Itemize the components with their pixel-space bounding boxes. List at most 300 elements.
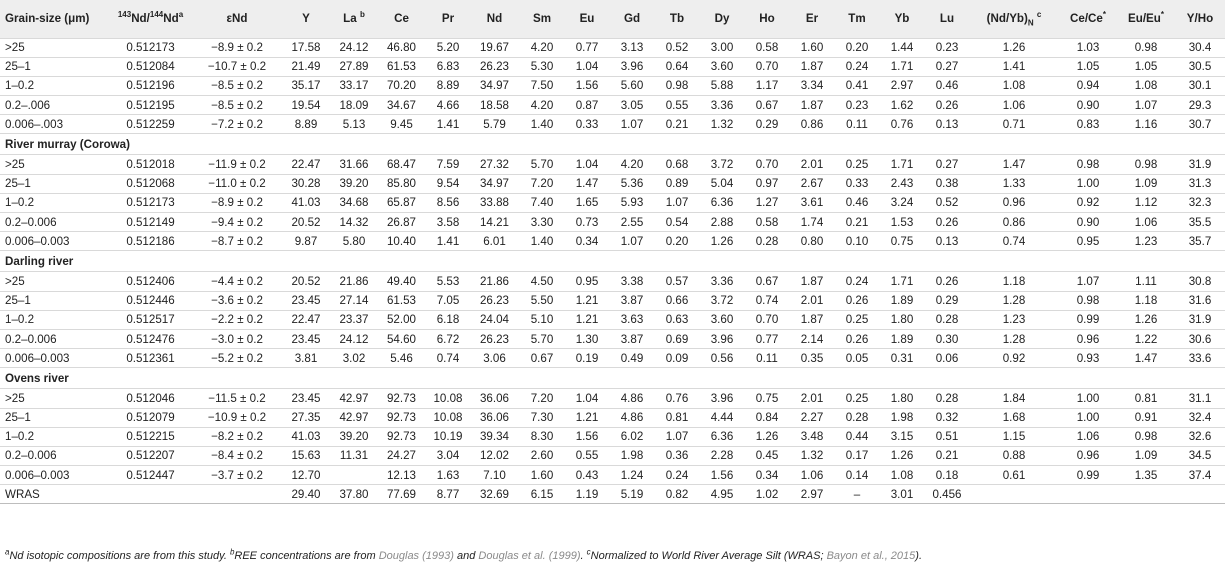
table-cell: 1.16: [1134, 117, 1158, 131]
table-cell: 1.41: [1002, 60, 1026, 74]
table-cell: 0.71: [1002, 117, 1026, 131]
table-cell: 0.512446: [126, 294, 175, 308]
table-cell: 20.52: [291, 215, 321, 229]
table-cell: 35.17: [291, 79, 321, 93]
table-cell: −11.9 ± 0.2: [208, 158, 266, 172]
table-cell: 1.53: [890, 215, 914, 229]
table-cell: 1.33: [1002, 177, 1026, 191]
table-row: [0, 310, 1225, 329]
table-cell: 27.32: [479, 158, 509, 172]
table-cell: 3.96: [620, 60, 644, 74]
footnote-c-mark: c: [586, 547, 591, 557]
table-cell: –: [853, 487, 861, 501]
table-cell: 0.24: [845, 274, 869, 288]
table-cell: 0.23: [935, 41, 959, 55]
table-cell: −8.5 ± 0.2: [211, 79, 263, 93]
table-cell: 5.10: [530, 313, 554, 327]
column-header-pre: Nd: [486, 12, 503, 26]
table-cell: 0.25: [845, 158, 869, 172]
table-cell: 24.12: [339, 332, 369, 346]
table-cell: −10.7 ± 0.2: [207, 60, 267, 74]
table-cell: 24.04: [479, 313, 509, 327]
table-cell: 6.72: [436, 332, 460, 346]
table-cell: −8.9 ± 0.2: [211, 196, 263, 210]
table-cell: 1.09: [1134, 449, 1158, 463]
table-row: [0, 329, 1225, 348]
table-cell: 0.74: [755, 294, 779, 308]
table-cell: 0.512207: [126, 449, 175, 463]
table-cell: 5.93: [620, 196, 644, 210]
row-label-cell: 25–1: [5, 60, 31, 74]
table-cell: 7.59: [436, 158, 460, 172]
table-cell: 18.58: [479, 98, 509, 112]
table-cell: 8.89: [294, 117, 318, 131]
table-cell: 5.13: [342, 117, 366, 131]
column-header-pre: Ho: [759, 12, 775, 26]
table-cell: 24.12: [339, 41, 369, 55]
table-cell: 1.26: [1134, 313, 1158, 327]
table-cell: 18.09: [339, 98, 369, 112]
table-cell: 1.15: [1002, 430, 1026, 444]
table-cell: 0.77: [575, 41, 599, 55]
table-cell: 1.32: [710, 117, 734, 131]
table-cell: 1.26: [755, 430, 779, 444]
table-cell: −8.9 ± 0.2: [211, 41, 263, 55]
table-cell: 61.53: [386, 294, 416, 308]
table-cell: 0.41: [845, 79, 869, 93]
table-cell: 1.60: [530, 468, 554, 482]
table-cell: 3.60: [710, 313, 734, 327]
table-cell: 2.55: [620, 215, 644, 229]
table-cell: 0.81: [1134, 391, 1158, 405]
column-header-sym: μ: [68, 12, 76, 26]
table-cell: 9.87: [294, 234, 318, 248]
table-cell: 1.47: [575, 177, 599, 191]
table-cell: −8.2 ± 0.2: [211, 430, 263, 444]
table-cell: 0.93: [1076, 351, 1100, 365]
table-cell: 1.56: [575, 79, 599, 93]
table-cell: 0.28: [755, 234, 779, 248]
table-cell: 0.512196: [126, 79, 175, 93]
column-header-post: Nd: [163, 12, 179, 26]
row-label-cell: >25: [5, 274, 25, 288]
table-cell: 30.8: [1188, 274, 1212, 288]
table-cell: 0.56: [710, 351, 734, 365]
table-cell: 2.01: [800, 294, 824, 308]
table-cell: 0.83: [1076, 117, 1100, 131]
table-cell: 1.44: [890, 41, 914, 55]
table-cell: −10.9 ± 0.2: [207, 411, 267, 425]
table-cell: 1.98: [620, 449, 644, 463]
table-cell: 0.14: [845, 468, 869, 482]
table-cell: 3.04: [436, 449, 460, 463]
table-cell: 2.01: [800, 391, 824, 405]
table-cell: 4.20: [530, 41, 554, 55]
table-cell: 0.89: [665, 177, 689, 191]
table-cell: 37.4: [1188, 468, 1212, 482]
table-cell: 22.47: [291, 158, 321, 172]
table-cell: 6.18: [436, 313, 460, 327]
table-cell: 0.52: [935, 196, 959, 210]
table-cell: 0.98: [1134, 41, 1158, 55]
row-label-cell: 1–0.2: [5, 196, 35, 210]
table-cell: 1.60: [800, 41, 824, 55]
table-cell: 4.66: [436, 98, 460, 112]
table-cell: 6.36: [710, 196, 734, 210]
table-cell: 0.70: [755, 158, 779, 172]
table-cell: 32.69: [479, 487, 509, 501]
table-cell: −7.2 ± 0.2: [211, 117, 263, 131]
table-cell: −8.5 ± 0.2: [211, 98, 263, 112]
table-cell: 26.23: [479, 60, 509, 74]
table-cell: 0.33: [845, 177, 869, 191]
table-cell: 0.24: [845, 60, 869, 74]
table-cell: 0.512215: [126, 430, 175, 444]
table-row: [0, 466, 1225, 485]
table-row: [0, 272, 1225, 291]
table-cell: 0.91: [1134, 411, 1158, 425]
table-cell: 0.23: [845, 98, 869, 112]
table-cell: 3.30: [530, 215, 554, 229]
table-cell: 0.74: [436, 351, 460, 365]
table-cell: 0.11: [756, 351, 778, 365]
table-cell: 0.512195: [126, 98, 175, 112]
table-cell: 0.74: [1002, 234, 1026, 248]
table-cell: 5.88: [710, 79, 734, 93]
column-header: [609, 0, 655, 38]
table-cell: 1.40: [530, 234, 554, 248]
table-cell: −4.4 ± 0.2: [211, 274, 263, 288]
table-cell: 0.512084: [126, 60, 175, 74]
table-cell: 1.47: [1002, 158, 1026, 172]
table-cell: 1.21: [575, 313, 599, 327]
table-cell: 5.80: [342, 234, 366, 248]
table-cell: 1.71: [890, 60, 914, 74]
table-cell: 0.31: [890, 351, 914, 365]
table-cell: 5.19: [620, 487, 644, 501]
section-header-row: [0, 251, 1225, 272]
table-cell: 0.35: [800, 351, 824, 365]
table-cell: 3.05: [620, 98, 644, 112]
column-header-mid: Nd/: [131, 12, 150, 26]
table-cell: 7.20: [530, 177, 554, 191]
table-cell: 2.01: [800, 158, 824, 172]
table-cell: 0.86: [1002, 215, 1026, 229]
table-cell: 1.63: [436, 468, 460, 482]
table-cell: 22.47: [291, 313, 321, 327]
table-cell: 1.18: [1002, 274, 1026, 288]
table-cell: 0.88: [1002, 449, 1026, 463]
table-cell: 31.1: [1188, 391, 1212, 405]
table-cell: 0.43: [575, 468, 599, 482]
table-cell: 0.70: [755, 313, 779, 327]
table-cell: 0.28: [935, 313, 959, 327]
table-cell: 3.60: [710, 60, 734, 74]
table-cell: 42.97: [339, 391, 369, 405]
table-cell: 1.06: [1076, 430, 1100, 444]
table-cell: 0.63: [665, 313, 689, 327]
table-cell: 1.21: [575, 294, 599, 308]
table-cell: −5.2 ± 0.2: [211, 351, 263, 365]
table-cell: 0.06: [935, 351, 959, 365]
table-cell: 30.1: [1188, 79, 1212, 93]
table-cell: 21.86: [339, 274, 369, 288]
reference-link-bayon-2015[interactable]: Bayon et al., 2015: [826, 550, 916, 562]
reference-link-douglas-1993[interactable]: Douglas (1993): [378, 550, 454, 562]
table-cell: 0.96: [1002, 196, 1026, 210]
table-cell: 0.68: [665, 158, 689, 172]
table-cell: 6.01: [483, 234, 506, 248]
table-cell: 3.58: [436, 215, 460, 229]
table-cell: 0.84: [755, 411, 779, 425]
table-cell: 23.45: [291, 332, 321, 346]
table-cell: 34.5: [1188, 449, 1212, 463]
table-cell: 19.54: [291, 98, 321, 112]
table-cell: 34.67: [386, 98, 416, 112]
table-cell: 4.20: [620, 158, 644, 172]
table-cell: 2.97: [890, 79, 914, 93]
column-header-pre: Y/Ho: [1186, 12, 1214, 26]
table-row: [0, 193, 1225, 212]
table-cell: 2.28: [710, 449, 734, 463]
table-cell: 2.60: [530, 449, 554, 463]
row-label-cell: 0.2–0.006: [5, 332, 57, 346]
table-cell: 31.6: [1188, 294, 1212, 308]
column-header: [879, 0, 925, 38]
column-header: [281, 0, 331, 38]
table-cell: 0.90: [1076, 98, 1100, 112]
table-cell: 8.56: [436, 196, 460, 210]
table-cell: 1.26: [710, 234, 734, 248]
table-cell: 4.86: [620, 391, 644, 405]
table-cell: 5.30: [530, 60, 554, 74]
table-cell: 92.73: [386, 391, 416, 405]
table-row: [0, 232, 1225, 251]
table-cell: 0.34: [575, 234, 599, 248]
table-row: [0, 446, 1225, 465]
table-cell: 0.21: [935, 449, 959, 463]
table-cell: 0.69: [665, 332, 689, 346]
column-header: [108, 0, 193, 38]
table-cell: 0.20: [665, 234, 689, 248]
table-cell: 0.28: [935, 391, 959, 405]
table-cell: 1.04: [575, 391, 599, 405]
table-cell: 23.45: [291, 294, 321, 308]
table-cell: 0.86: [800, 117, 824, 131]
table-cell: 0.75: [890, 234, 914, 248]
table-cell: 5.60: [620, 79, 644, 93]
table-cell: 7.40: [530, 196, 554, 210]
table-cell: 1.84: [1002, 391, 1026, 405]
column-header-pre: Y: [302, 12, 310, 26]
column-header: [1059, 0, 1117, 38]
table-cell: 1.07: [620, 234, 644, 248]
table-cell: 5.04: [710, 177, 734, 191]
table-cell: 46.80: [386, 41, 416, 55]
table-cell: 27.14: [339, 294, 369, 308]
column-header-supa: *: [1160, 10, 1164, 20]
table-cell: 15.63: [291, 449, 321, 463]
table-cell: 3.34: [800, 79, 824, 93]
column-header: [1117, 0, 1175, 38]
table-cell: 0.20: [845, 41, 869, 55]
table-cell: 30.6: [1188, 332, 1212, 346]
table-cell: 7.05: [436, 294, 460, 308]
table-cell: 0.29: [935, 294, 959, 308]
footnote-b-mark: b: [229, 547, 235, 557]
table-cell: 0.09: [665, 351, 689, 365]
row-label-cell: >25: [5, 391, 25, 405]
column-header: [193, 0, 281, 38]
table-cell: 77.69: [386, 487, 416, 501]
table-cell: 0.61: [1002, 468, 1026, 482]
table-cell: 12.70: [291, 468, 321, 482]
table-cell: 32.4: [1188, 411, 1212, 425]
reference-link-douglas-1999[interactable]: Douglas et al. (1999): [478, 550, 581, 562]
table-cell: −8.4 ± 0.2: [211, 449, 263, 463]
table-cell: 1.56: [575, 430, 599, 444]
table-cell: 1.05: [1076, 60, 1100, 74]
table-cell: 0.11: [846, 117, 868, 131]
column-header-pre: Sm: [532, 12, 552, 26]
table-cell: 39.20: [339, 430, 369, 444]
table-cell: 1.07: [665, 196, 689, 210]
column-header-pre: Er: [805, 12, 819, 26]
table-cell: 0.99: [1076, 313, 1100, 327]
table-cell: 0.98: [1134, 158, 1158, 172]
row-label-cell: 0.2–0.006: [5, 215, 57, 229]
table-cell: 0.512186: [126, 234, 175, 248]
table-cell: 31.9: [1188, 158, 1212, 172]
table-cell: 1.56: [710, 468, 734, 482]
row-label-cell: >25: [5, 158, 25, 172]
table-cell: 0.92: [1076, 196, 1100, 210]
table-cell: 0.98: [1076, 294, 1100, 308]
table-cell: 0.26: [845, 332, 869, 346]
table-cell: 0.34: [755, 468, 779, 482]
table-cell: 1.22: [1134, 332, 1158, 346]
column-header: [331, 0, 377, 38]
column-header-supa: c: [1036, 10, 1042, 20]
table-cell: [193, 485, 281, 504]
header-row: [0, 0, 1225, 38]
table-row: [0, 389, 1225, 408]
table-cell: 0.67: [530, 351, 554, 365]
table-cell: 29.3: [1188, 98, 1212, 112]
table-cell: [969, 485, 1059, 504]
table-row: [0, 57, 1225, 76]
table-cell: 31.3: [1188, 177, 1212, 191]
row-label-cell: 25–1: [5, 411, 31, 425]
table-cell: 0.512259: [126, 117, 175, 131]
table-cell: 26.87: [386, 215, 416, 229]
column-header: [519, 0, 565, 38]
table-cell: 0.80: [800, 234, 824, 248]
table-cell: 3.06: [483, 351, 506, 365]
table-cell: 0.29: [755, 117, 779, 131]
table-cell: 0.76: [665, 391, 689, 405]
table-cell: 6.02: [620, 430, 644, 444]
table-row: [0, 427, 1225, 446]
table-cell: 10.19: [433, 430, 463, 444]
table-cell: 8.30: [530, 430, 554, 444]
table-cell: 3.01: [890, 487, 914, 501]
table-cell: 2.14: [800, 332, 824, 346]
row-label-cell: >25: [5, 41, 25, 55]
table-cell: 1.00: [1076, 391, 1100, 405]
table-cell: 24.27: [386, 449, 416, 463]
table-cell: −3.0 ± 0.2: [211, 332, 263, 346]
table-row: [0, 291, 1225, 310]
row-label-cell: 0.2–0.006: [5, 449, 57, 463]
table-cell: 1.07: [620, 117, 644, 131]
table-cell: 70.20: [386, 79, 416, 93]
table-cell: 1.08: [1134, 79, 1158, 93]
table-cell: 1.07: [665, 430, 689, 444]
table-cell: 1.07: [1134, 98, 1158, 112]
table-header: [0, 0, 1225, 38]
column-header: [565, 0, 609, 38]
table-cell: 0.25: [845, 391, 869, 405]
table-cell: 35.5: [1188, 215, 1212, 229]
table-cell: 0.512068: [126, 177, 175, 191]
table-cell: 3.72: [710, 158, 734, 172]
table-cell: 0.55: [665, 98, 689, 112]
table-cell: 1.03: [1076, 41, 1100, 55]
table-cell: 0.36: [665, 449, 689, 463]
table-cell: 1.17: [755, 79, 779, 93]
table-cell: 10.08: [433, 391, 463, 405]
table-cell: 3.02: [342, 351, 366, 365]
table-cell: [1117, 485, 1175, 504]
table-cell: 1.08: [1002, 79, 1026, 93]
table-cell: 0.18: [935, 468, 959, 482]
table-cell: 0.58: [755, 41, 779, 55]
table-cell: 0.512517: [126, 313, 175, 327]
table-cell: 1.71: [890, 274, 914, 288]
column-header-pre: Eu/Eu: [1128, 12, 1161, 26]
table-cell: 1.26: [890, 449, 914, 463]
table-cell: 26.23: [479, 294, 509, 308]
table-cell: 8.89: [436, 79, 460, 93]
table-cell: 4.20: [530, 98, 554, 112]
table-cell: 0.49: [620, 351, 644, 365]
table-cell: 1.68: [1002, 411, 1026, 425]
table-row: [0, 349, 1225, 368]
table-cell: 6.36: [710, 430, 734, 444]
table-cell: 14.21: [479, 215, 509, 229]
table-cell: −9.4 ± 0.2: [211, 215, 263, 229]
table-cell: 0.98: [665, 79, 689, 93]
table-cell: 0.87: [575, 98, 599, 112]
table-cell: 33.17: [339, 79, 369, 93]
column-header-supa: b: [359, 10, 365, 20]
table-cell: 1.80: [890, 313, 914, 327]
table-cell: 0.32: [935, 411, 959, 425]
table-cell: 0.67: [755, 274, 779, 288]
table-cell: 12.13: [386, 468, 416, 482]
table-cell: 10.40: [386, 234, 416, 248]
table-cell: 1.47: [1134, 351, 1158, 365]
table-cell: 1.28: [1002, 332, 1026, 346]
column-header: [789, 0, 835, 38]
column-header: [426, 0, 470, 38]
table-cell: 0.10: [845, 234, 869, 248]
table-cell: 1.06: [800, 468, 824, 482]
column-header: [925, 0, 969, 38]
table-cell: 29.40: [291, 487, 321, 501]
table-cell: 26.23: [479, 332, 509, 346]
